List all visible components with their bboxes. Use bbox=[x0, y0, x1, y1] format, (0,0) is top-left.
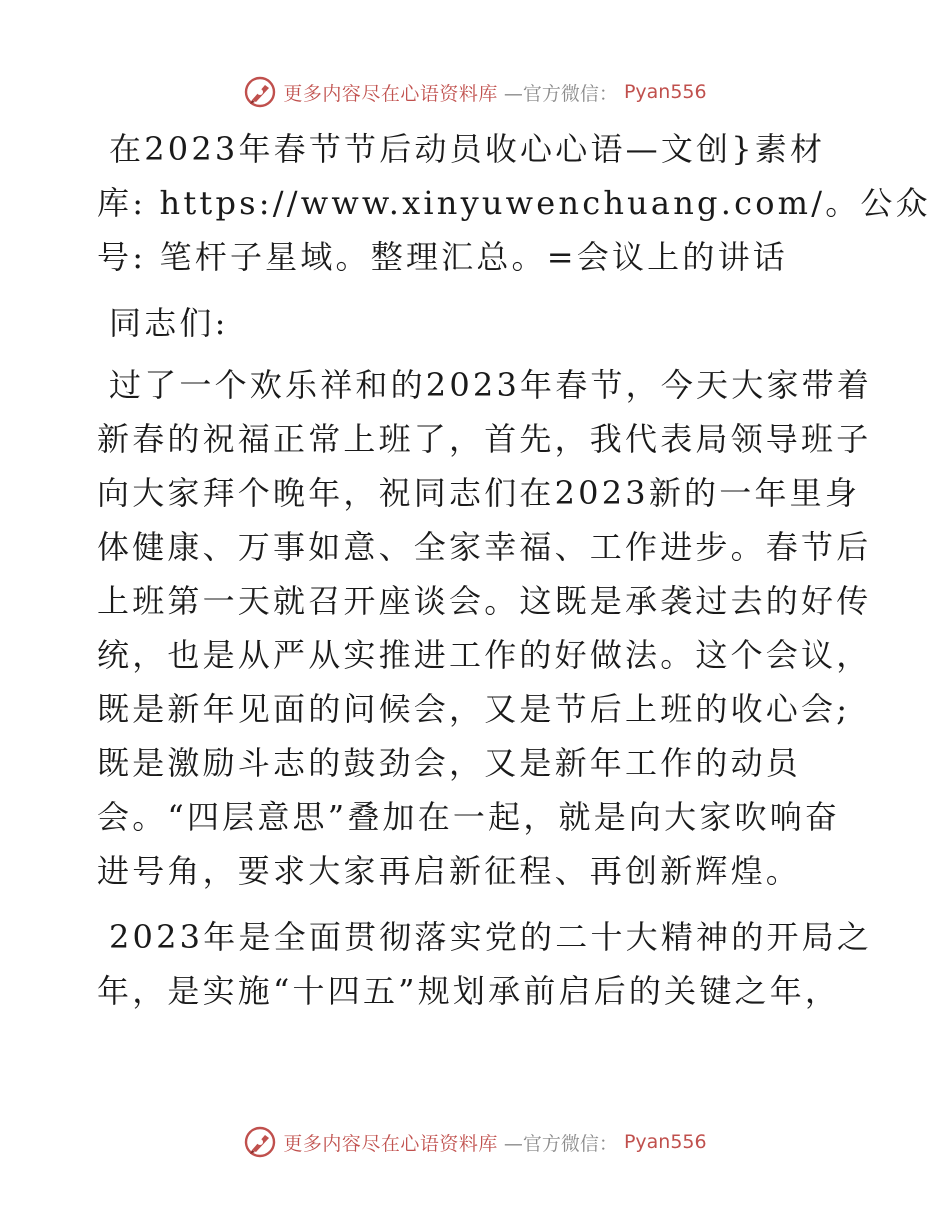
watermark-text: 更多内容尽在心语资料库 bbox=[283, 82, 498, 105]
paragraph-line: 既是激励斗志的鼓劲会，又是新年工作的动员 bbox=[97, 744, 802, 782]
paragraph-line: 过了一个欢乐祥和的2023年春节，今天大家带着 bbox=[109, 366, 873, 404]
paragraph-line: 会。“四层意思”叠加在一起，就是向大家吹响奋 bbox=[97, 798, 841, 836]
paragraph-line: 2023年是全面贯彻落实党的二十大精神的开局之 bbox=[109, 918, 873, 956]
title-line: 号: 笔杆子星域。整理汇总。=会议上的讲话 bbox=[97, 238, 788, 276]
spacer bbox=[97, 898, 857, 910]
watermark-account: Pyan556 bbox=[623, 1131, 707, 1153]
header-watermark bbox=[0, 72, 950, 112]
paragraph-line: 体健康、万事如意、全家幸福、工作进步。春节后 bbox=[97, 528, 872, 566]
watermark-text: 更多内容尽在心语资料库 bbox=[283, 1132, 498, 1155]
title-line: 库: https://www.xinyuwenchuang.com/。公众 bbox=[97, 184, 931, 222]
paragraph-line: 统，也是从严从实推进工作的好做法。这个会议， bbox=[97, 636, 872, 674]
paragraph-line: 年，是实施“十四五”规划承前启后的关键之年， bbox=[97, 972, 841, 1010]
watermark-separator: —官方微信： bbox=[503, 1132, 618, 1155]
title-line: 在2023年春节节后动员收心心语—文创}素材 bbox=[109, 130, 826, 168]
paragraph-2 bbox=[97, 910, 873, 1018]
document-body bbox=[97, 122, 931, 1018]
spacer bbox=[97, 284, 857, 296]
watermark-separator: —官方微信： bbox=[503, 82, 618, 105]
watermark-account: Pyan556 bbox=[623, 81, 707, 103]
title-block bbox=[97, 122, 931, 284]
paragraph-line: 向大家拜个晚年，祝同志们在2023新的一年里身 bbox=[97, 474, 861, 512]
footer-watermark bbox=[0, 1122, 950, 1162]
pen-logo-icon bbox=[243, 1125, 277, 1159]
paragraph-line: 新春的祝福正常上班了，首先，我代表局领导班子 bbox=[97, 420, 872, 458]
salutation: 同志们: bbox=[109, 304, 229, 342]
spacer bbox=[97, 350, 857, 358]
paragraph-line: 进号角，要求大家再启新征程、再创新辉煌。 bbox=[97, 852, 802, 890]
paragraph-line: 既是新年见面的问候会，又是节后上班的收心会; bbox=[97, 690, 851, 728]
paragraph-1 bbox=[97, 358, 873, 898]
paragraph-line: 上班第一天就召开座谈会。这既是承袭过去的好传 bbox=[97, 582, 872, 620]
pen-logo-icon bbox=[243, 75, 277, 109]
